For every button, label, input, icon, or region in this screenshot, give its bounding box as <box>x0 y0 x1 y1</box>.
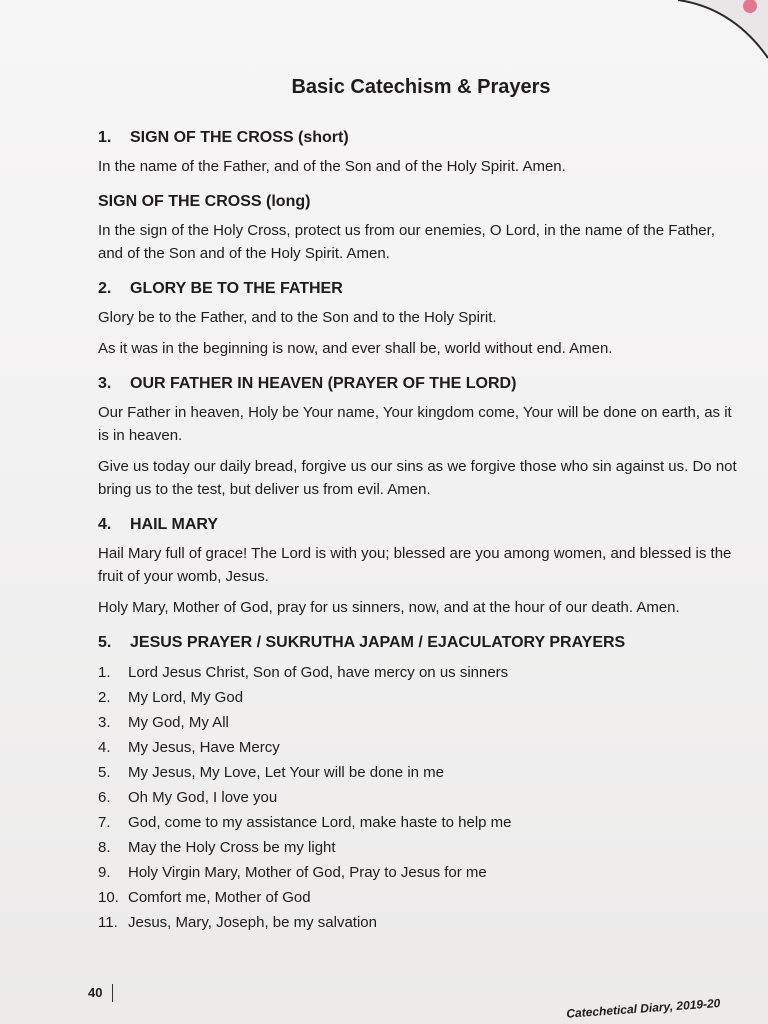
paragraph: As it was in the beginning is now, and ever shall be, world without end. Amen. <box>98 340 613 357</box>
list-item: 4. My Jesus, Have Mercy <box>98 739 280 756</box>
paragraph: Glory be to the Father, and to the Son and to the Holy Spirit. <box>98 309 497 326</box>
list-item: 5. My Jesus, My Love, Let Your will be done in me <box>98 764 444 781</box>
list-item: 6. Oh My God, I love you <box>98 789 278 806</box>
paragraph: Give us today our daily bread, forgive us our sins as we forgive those who sin against us. Do not bring us to the test, but deliver us from evil. Amen. <box>98 458 737 498</box>
paragraph: Holy Mary, Mother of God, pray for us sinners, now, and at the hour of our death. Amen. <box>98 599 680 616</box>
paragraph: Our Father in heaven, Holy be Your name, Your kingdom come, Your will be done on earth, as it is in heaven. <box>98 404 732 444</box>
section-heading: 5. JESUS PRAYER / SUKRUTHA JAPAM / EJACULATORY PRAYERS <box>98 634 626 651</box>
list-item: 3. My God, My All <box>98 714 229 731</box>
section-heading: 2. GLORY BE TO THE FATHER <box>98 280 343 297</box>
section-sign-of-cross-long <box>98 190 738 265</box>
list-item: 10. Comfort me, Mother of God <box>98 889 311 906</box>
section-our-father <box>98 372 738 501</box>
section-heading: SIGN OF THE CROSS (long) <box>98 193 311 210</box>
section-heading: 1. SIGN OF THE CROSS (short) <box>98 129 349 146</box>
list-item: 8. May the Holy Cross be my light <box>98 839 336 856</box>
page-number: 40 <box>88 984 113 1002</box>
list-item: 1. Lord Jesus Christ, Son of God, have mercy on us sinners <box>98 664 509 681</box>
list-item: 9. Holy Virgin Mary, Mother of God, Pray to Jesus for me <box>98 864 487 881</box>
section-heading: 4. HAIL MARY <box>98 516 218 533</box>
prayer-list <box>98 660 738 935</box>
paragraph: Hail Mary full of grace! The Lord is with you; blessed are you among women, and blessed is the fruit of your womb, Jesus. <box>98 545 732 585</box>
list-item: 7. God, come to my assistance Lord, make haste to help me <box>98 814 512 831</box>
paragraph: In the sign of the Holy Cross, protect us from our enemies, O Lord, in the name of the Father, and of the Son and of the Holy Spirit. Amen. <box>98 222 715 262</box>
section-jesus-prayer <box>98 631 738 935</box>
section-sign-of-cross-short <box>98 126 738 178</box>
content <box>98 126 738 947</box>
list-item: 2. My Lord, My God <box>98 689 244 706</box>
section-glory-be <box>98 277 738 360</box>
page-corner-curl <box>678 0 768 70</box>
section-heading: 3. OUR FATHER IN HEAVEN (PRAYER OF THE LORD) <box>98 375 517 392</box>
section-hail-mary <box>98 513 738 619</box>
page-title: Basic Catechism & Prayers <box>291 76 551 98</box>
footer-diary-title: Catechetical Diary, 2019-20 <box>565 996 721 1021</box>
list-item: 11. Jesus, Mary, Joseph, be my salvation <box>98 914 377 931</box>
paragraph: In the name of the Father, and of the Son and of the Holy Spirit. Amen. <box>98 158 566 175</box>
